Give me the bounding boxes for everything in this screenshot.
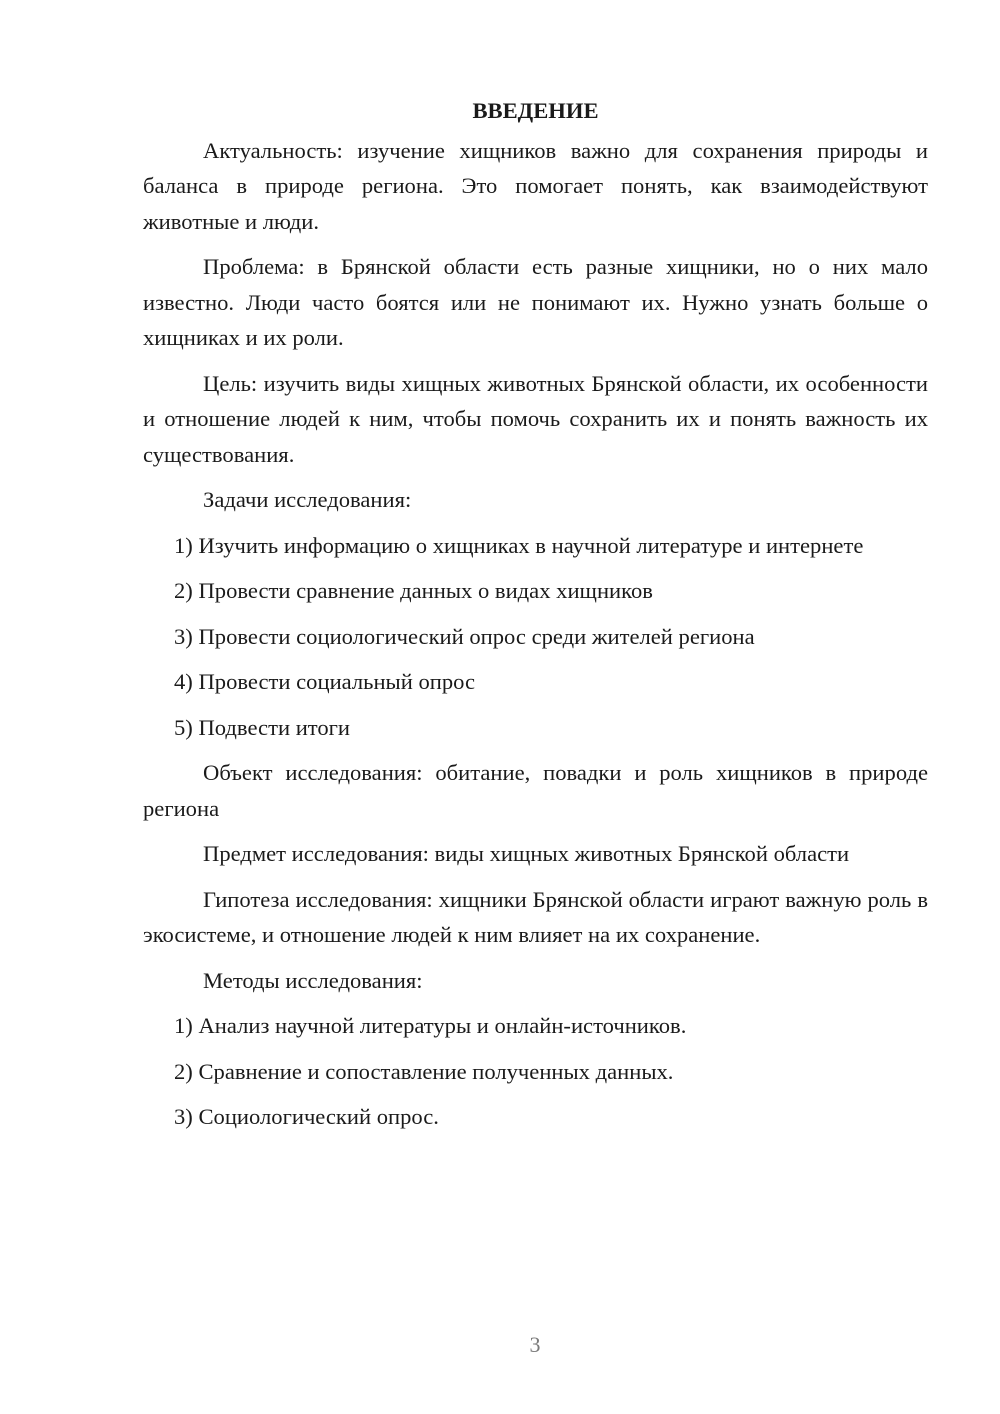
- list-item: 2) Провести сравнение данных о видах хищников: [174, 578, 653, 603]
- hypothesis-paragraph: Гипотеза исследования: хищники Брянской области играют важную роль в экосистеме, и отношение людей к ним влияет на их сохранение.: [143, 886, 928, 947]
- list-item: 1) Анализ научной литературы и онлайн-источников.: [174, 1013, 687, 1038]
- section-heading: ВВЕДЕНИЕ: [472, 98, 599, 123]
- methods-list: [143, 1008, 928, 1135]
- list-item: 5) Подвести итоги: [174, 714, 351, 740]
- methods-title: Методы исследования:: [203, 967, 423, 993]
- list-item: 3) Социологический опрос.: [174, 1104, 439, 1129]
- problem-paragraph: Проблема: в Брянской области есть разные хищники, но о них мало известно. Люди часто боятся или не понимают их. Нужно узнать больше о хищниках и их роли.: [143, 254, 928, 350]
- object-paragraph: Объект исследования: обитание, повадки и роль хищников в природе региона: [143, 760, 928, 821]
- list-item: 4) Провести социальный опрос: [174, 669, 476, 694]
- page-number: 3: [529, 1332, 541, 1357]
- list-item: 2) Сравнение и сопоставление полученных данных.: [174, 1058, 674, 1084]
- tasks-title: Задачи исследования:: [203, 487, 412, 512]
- relevance-paragraph: Актуальность: изучение хищников важно для сохранения природы и баланса в природе региона. Это помогает понять, как взаимодействуют животные и люди.: [143, 137, 928, 234]
- list-item: 3) Провести социологический опрос среди жителей региона: [174, 623, 755, 649]
- goal-paragraph: Цель: изучить виды хищных животных Брянской области, их особенности и отношение людей к ним, чтобы помочь сохранить их и понять важность их существования.: [143, 370, 928, 467]
- tasks-list: [143, 528, 928, 746]
- subject-paragraph: Предмет исследования: виды хищных животных Брянской области: [203, 841, 850, 866]
- list-item: 1) Изучить информацию о хищниках в научной литературе и интернете: [174, 532, 864, 558]
- document-page: [143, 93, 928, 1145]
